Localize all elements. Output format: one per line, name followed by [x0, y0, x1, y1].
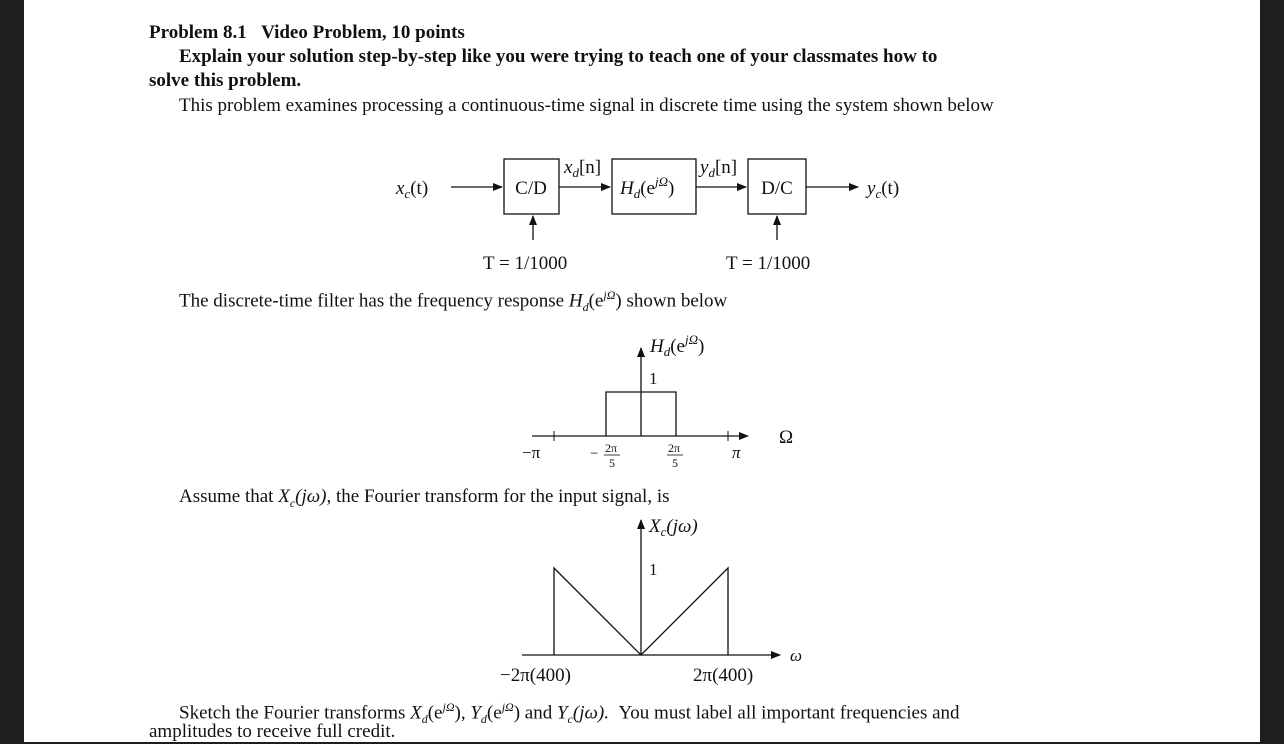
- t-right-label: T = 1/1000: [726, 253, 811, 274]
- page: [24, 0, 1260, 742]
- pos-cut-num: 2π: [668, 441, 681, 455]
- neg-cut-den: 5: [609, 456, 615, 470]
- filter-omega-label: Ω: [779, 427, 794, 448]
- pos-freq-label: 2π(400): [693, 665, 754, 686]
- block-diagram: [24, 140, 1260, 280]
- input-omega-label: ω: [790, 646, 803, 665]
- final-line-1: Sketch the Fourier transforms $X_d(e^{j\Omega})$, $Y_d(e^{j\Omega})$ and $Y_c(j\omega)$. You must label all important frequencies and: [179, 700, 960, 727]
- input-signal-label: $x_c(t)$: [396, 178, 429, 201]
- neg-freq-label: −2π(400): [500, 665, 571, 686]
- input-plot-ylabel: $X_c(j\omega)$: [649, 516, 698, 539]
- dc-label: D/C: [761, 178, 793, 199]
- problem-title: Problem 8.1: [149, 22, 247, 43]
- input-spectrum-plot: [24, 508, 1260, 688]
- t-left-label: T = 1/1000: [483, 253, 568, 274]
- final-line-2: amplitudes to receive full credit.: [149, 721, 396, 742]
- problem-heading: [149, 21, 465, 45]
- xd-label: $x_d[n]$: [564, 157, 602, 180]
- neg-cut-sign: −: [590, 446, 599, 462]
- filter-amp-label: 1: [649, 369, 658, 388]
- filter-response-plot: [24, 320, 1260, 470]
- cd-label: C/D: [515, 178, 547, 199]
- filter-plot-ylabel: $H_d(e^{j\Omega})$: [650, 332, 705, 359]
- instruction-line-2: solve this problem.: [149, 70, 302, 91]
- filter-label: $H_d(e^{j\Omega})$: [620, 174, 675, 201]
- yd-label: $y_d[n]$: [700, 157, 738, 180]
- neg-pi-label: −π: [522, 443, 541, 462]
- pos-pi-label: π: [732, 443, 741, 462]
- output-signal-label: $y_c(t)$: [867, 178, 900, 201]
- filter-description: The discrete-time filter has the frequency response $H_d(e^{j\Omega})$ shown below: [179, 288, 728, 315]
- intro-text: This problem examines processing a continuous-time signal in discrete time using the system shown below: [179, 95, 994, 116]
- input-amp-label: 1: [649, 560, 658, 579]
- pos-cut-den: 5: [672, 456, 678, 470]
- neg-cut-num: 2π: [605, 441, 618, 455]
- input-description: Assume that $X_c(j\omega)$, the Fourier transform for the input signal, is: [179, 486, 670, 510]
- instruction-line-1: Explain your solution step-by-step like you were trying to teach one of your classmates how to: [179, 46, 938, 67]
- problem-subtitle: Video Problem, 10 points: [261, 22, 465, 43]
